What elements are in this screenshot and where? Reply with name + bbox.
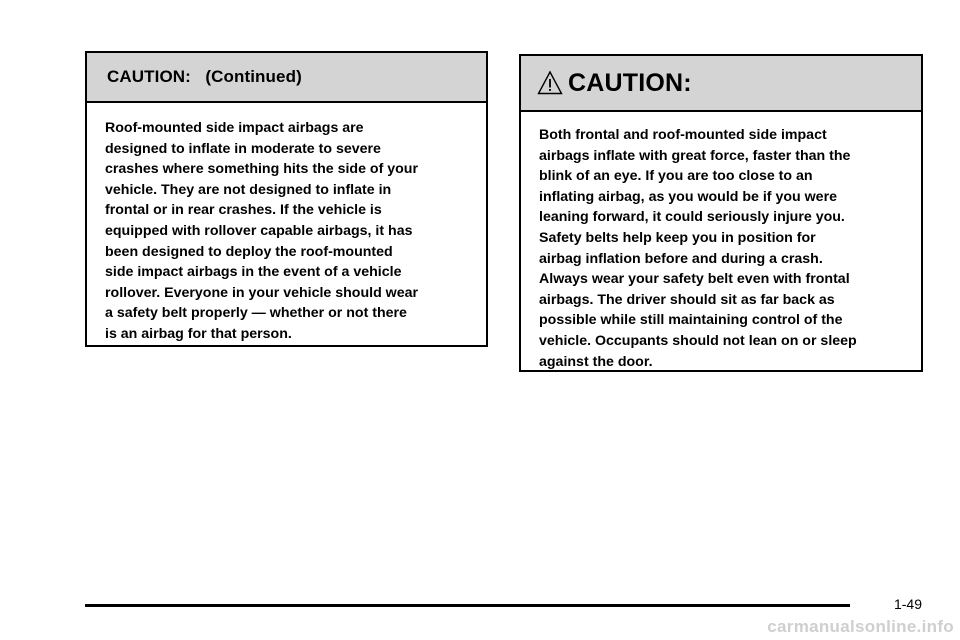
caution-text: Both frontal and roof-mounted side impact airbags inflate with great force, faster than the blink of an eye. If you are too close to an inflating airbag, as you would be if you were leaning forward, it could seriously injure you. Safety belts help keep you in position for airbag inflation before and during a crash. Always wear your safety belt even with frontal airbags. The driver should sit as far back as possible while still maintaining control of the vehicle. Occupants should not lean on or sleep against the door. (539, 127, 857, 370)
caution-continued-title: CAUTION: (Continued) (107, 67, 302, 86)
caution-continued-text: Roof-mounted side impact airbags are designed to inflate in moderate to severe crashes where something hits the side of your vehicle. They are not designed to inflate in frontal or in rear crashes. If the vehicle is equipped with rollover capable airbags, it has been designed to deploy the roof-mounted side impact airbags in the event of a vehicle rollover. Everyone in your vehicle should wear a safety belt properly — whether or not there is an airbag for that person. (105, 120, 419, 342)
caution-header-continued (87, 53, 486, 103)
footer-rule (85, 604, 850, 607)
caution-header (521, 56, 921, 112)
caution-title: CAUTION: (568, 68, 692, 97)
caution-box (519, 54, 923, 372)
caution-box-continued (85, 51, 488, 347)
watermark: carmanualsonline.info (767, 617, 954, 636)
warning-triangle-icon (537, 70, 563, 96)
page-number: 1-49 (893, 596, 922, 612)
